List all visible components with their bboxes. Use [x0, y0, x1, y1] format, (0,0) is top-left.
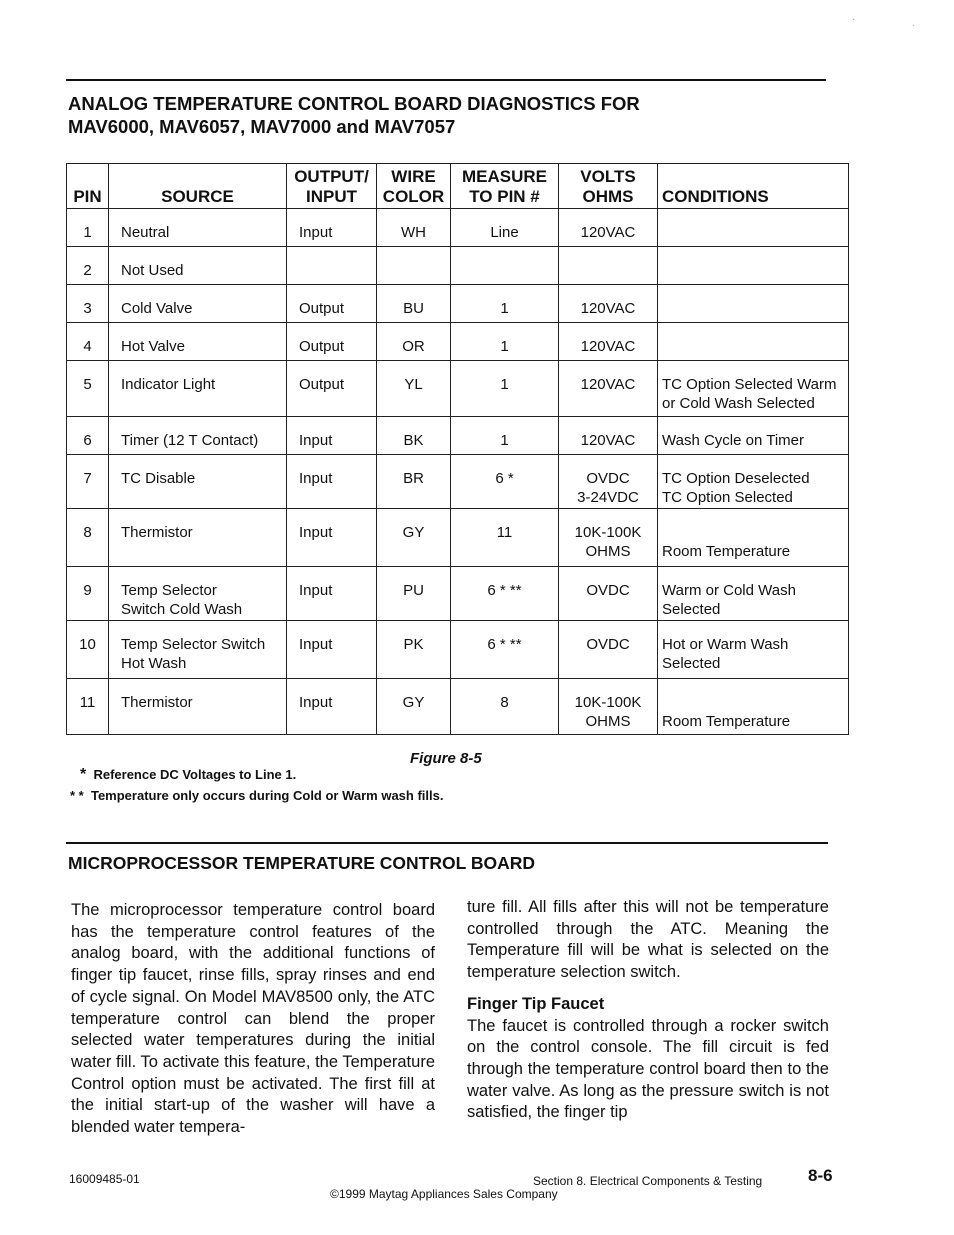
table-row — [67, 361, 849, 417]
row-conditions: TC Option Selected Warm or Cold Wash Selected — [658, 361, 849, 417]
row-io: Input — [287, 209, 377, 247]
footnote-1-mark: * — [80, 766, 87, 783]
row-volts: 120VAC — [559, 323, 658, 361]
table-row — [67, 455, 849, 509]
row-volts: OVDC — [559, 621, 658, 679]
footnote-2 — [70, 788, 443, 803]
header-measure: MEASURE TO PIN # — [451, 164, 559, 209]
row-io: Input — [287, 455, 377, 509]
scan-speck: · — [852, 14, 856, 25]
row-source: Indicator Light — [109, 361, 287, 417]
diagnostics-table — [66, 163, 849, 735]
row-io: Input — [287, 417, 377, 455]
row-pin: 7 — [67, 455, 109, 509]
row-conditions: Wash Cycle on Timer — [658, 417, 849, 455]
row-volts — [559, 247, 658, 285]
table-row — [67, 621, 849, 679]
footnote-2-mark: * * — [70, 788, 84, 803]
row-source: Thermistor — [109, 509, 287, 567]
row-conditions — [658, 209, 849, 247]
table-row — [67, 209, 849, 247]
row-conditions: Room Temperature — [658, 679, 849, 735]
row-conditions: Hot or Warm Wash Selected — [658, 621, 849, 679]
middle-rule — [66, 842, 828, 844]
row-source: TC Disable — [109, 455, 287, 509]
footer-copyright: ©1999 Maytag Appliances Sales Company — [330, 1187, 558, 1201]
table-row — [67, 323, 849, 361]
section-title-analog — [68, 92, 640, 138]
footnote-2-text: Temperature only occurs during Cold or Warm wash fills. — [90, 788, 444, 803]
row-conditions — [658, 285, 849, 323]
row-pin: 2 — [67, 247, 109, 285]
row-io — [287, 247, 377, 285]
row-measure: Line — [451, 209, 559, 247]
footnote-1-text: Reference DC Voltages to Line 1. — [93, 767, 297, 782]
left-column — [71, 900, 435, 1139]
row-wire: PU — [377, 567, 451, 621]
row-source: Temp Selector Switch Cold Wash — [109, 567, 287, 621]
row-pin: 5 — [67, 361, 109, 417]
figure-caption: Figure 8-5 — [410, 750, 482, 767]
header-wire-color: WIRE COLOR — [377, 164, 451, 209]
row-pin: 1 — [67, 209, 109, 247]
row-measure: 11 — [451, 509, 559, 567]
row-volts: 120VAC — [559, 417, 658, 455]
row-measure: 6 * — [451, 455, 559, 509]
row-io: Output — [287, 323, 377, 361]
row-wire: BR — [377, 455, 451, 509]
table-row — [67, 247, 849, 285]
row-pin: 3 — [67, 285, 109, 323]
right-column — [467, 897, 829, 1124]
row-source: Timer (12 T Contact) — [109, 417, 287, 455]
row-source: Thermistor — [109, 679, 287, 735]
row-conditions — [658, 247, 849, 285]
header-output-input: OUTPUT/ INPUT — [287, 164, 377, 209]
section-title-microprocessor: MICROPROCESSOR TEMPERATURE CONTROL BOARD — [68, 853, 536, 873]
header-pin: PIN — [67, 164, 109, 209]
row-volts: 10K-100K OHMS — [559, 509, 658, 567]
row-pin: 10 — [67, 621, 109, 679]
row-source: Neutral — [109, 209, 287, 247]
doc-number: 16009485-01 — [69, 1172, 140, 1186]
right-paragraph-2: The faucet is controlled through a rocker switch on the control console. The fill circuit is fed through the temperature control board then to the water valve. As long as the pressure switch is not satisfied, the finger tip — [467, 1016, 829, 1122]
row-pin: 9 — [67, 567, 109, 621]
left-paragraph: The microprocessor temperature control board has the temperature control features of the analog board, with the additional functions of finger tip faucet, rinse fills, spray rinses and end of cycle signal. On Model MAV8500 only, the ATC temperature control can blend the proper selected water temperatures during the initial water fill. To activate this feature, the Temperature Control option must be activated. The first fill at the initial start-up of the washer will have a blended water tempera- — [71, 901, 435, 1137]
row-measure: 1 — [451, 361, 559, 417]
row-volts: 120VAC — [559, 209, 658, 247]
row-io: Input — [287, 679, 377, 735]
row-measure: 8 — [451, 679, 559, 735]
row-pin: 8 — [67, 509, 109, 567]
row-io: Output — [287, 361, 377, 417]
header-source: SOURCE — [109, 164, 287, 209]
row-measure: 6 * ** — [451, 621, 559, 679]
row-conditions: Room Temperature — [658, 509, 849, 567]
table-header-row — [67, 164, 849, 209]
row-conditions: TC Option Deselected TC Option Selected — [658, 455, 849, 509]
row-measure — [451, 247, 559, 285]
row-wire: WH — [377, 209, 451, 247]
row-conditions — [658, 323, 849, 361]
footnote-1 — [80, 766, 296, 784]
row-source: Hot Valve — [109, 323, 287, 361]
row-io: Input — [287, 621, 377, 679]
table-row — [67, 417, 849, 455]
row-wire: OR — [377, 323, 451, 361]
row-measure: 1 — [451, 285, 559, 323]
row-pin: 6 — [67, 417, 109, 455]
scan-speck: · — [912, 20, 916, 31]
row-conditions: Warm or Cold Wash Selected — [658, 567, 849, 621]
page-number: 8-6 — [808, 1166, 833, 1185]
row-measure: 1 — [451, 417, 559, 455]
table-row — [67, 567, 849, 621]
header-conditions: CONDITIONS — [658, 164, 849, 209]
top-rule — [66, 79, 826, 81]
row-source: Not Used — [109, 247, 287, 285]
subheading-finger-tip-faucet: Finger Tip Faucet — [467, 994, 605, 1013]
row-wire: GY — [377, 509, 451, 567]
table-row — [67, 509, 849, 567]
row-pin: 4 — [67, 323, 109, 361]
row-io: Output — [287, 285, 377, 323]
row-volts: OVDC 3-24VDC — [559, 455, 658, 509]
footer-section: Section 8. Electrical Components & Testing — [533, 1174, 763, 1188]
row-source: Cold Valve — [109, 285, 287, 323]
table-row — [67, 285, 849, 323]
row-wire: BK — [377, 417, 451, 455]
row-source: Temp Selector Switch Hot Wash — [109, 621, 287, 679]
row-volts: 120VAC — [559, 361, 658, 417]
row-wire: YL — [377, 361, 451, 417]
row-io: Input — [287, 509, 377, 567]
right-paragraph: ture fill. All fills after this will not be temperature controlled through the ATC. Meaning the Temperature fill will be what is selected on the temperature selection switch. — [467, 898, 829, 982]
row-volts: 10K-100K OHMS — [559, 679, 658, 735]
row-pin: 11 — [67, 679, 109, 735]
row-measure: 1 — [451, 323, 559, 361]
row-wire: PK — [377, 621, 451, 679]
header-volts: VOLTS OHMS — [559, 164, 658, 209]
row-wire: GY — [377, 679, 451, 735]
row-volts: 120VAC — [559, 285, 658, 323]
row-volts: OVDC — [559, 567, 658, 621]
row-io: Input — [287, 567, 377, 621]
row-wire: BU — [377, 285, 451, 323]
row-wire — [377, 247, 451, 285]
section-title-line1: ANALOG TEMPERATURE CONTROL BOARD DIAGNOSTICS FOR — [68, 93, 640, 114]
table-row — [67, 679, 849, 735]
row-measure: 6 * ** — [451, 567, 559, 621]
section-title-line2: MAV6000, MAV6057, MAV7000 and MAV7057 — [68, 116, 456, 137]
